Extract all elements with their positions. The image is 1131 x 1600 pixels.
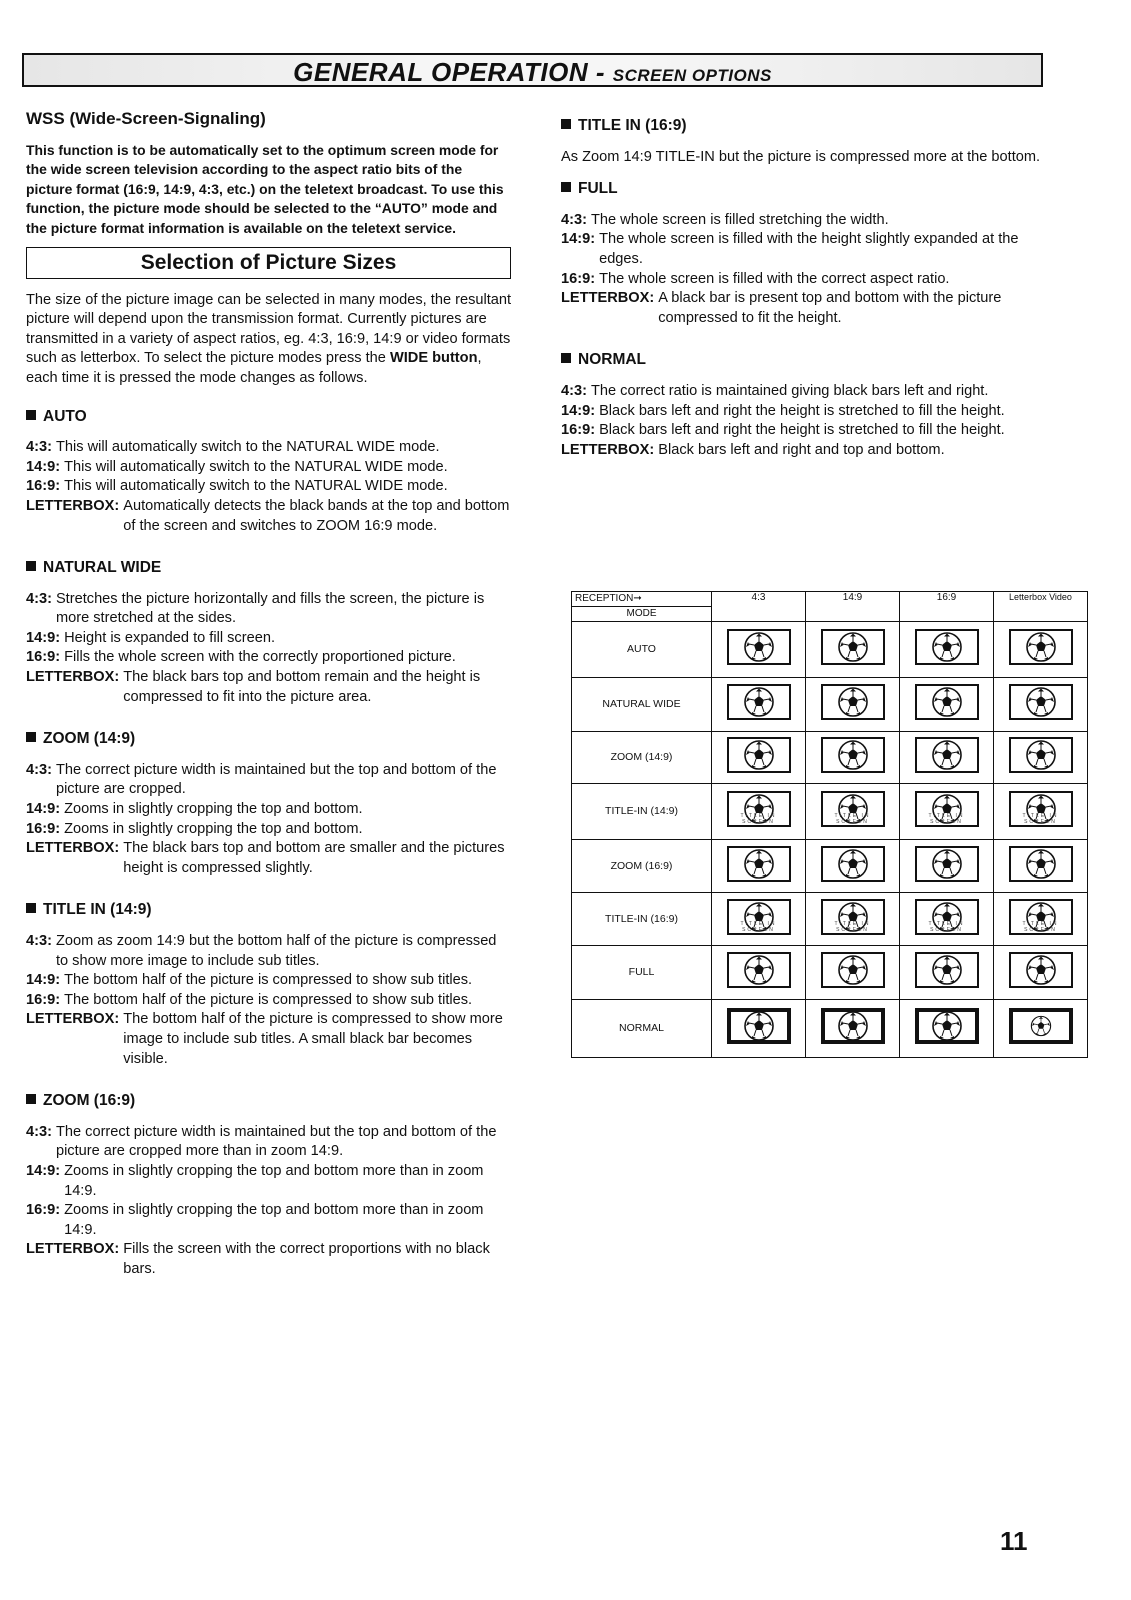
football-icon (1025, 848, 1057, 880)
header-title-text: GENERAL OPERATION (293, 57, 589, 87)
format-entry (26, 932, 512, 971)
format-entry (26, 971, 512, 991)
tv-screen-icon (1009, 629, 1073, 665)
section-title: NATURAL WIDE (43, 559, 162, 577)
format-description: Zooms in slightly cropping the top and bottom more than in zoom 14:9. (64, 1202, 484, 1238)
picture-cell (994, 784, 1088, 840)
picture-cell (806, 732, 900, 784)
format-entry (26, 1240, 512, 1279)
format-description: The bottom half of the picture is compressed to show more image to include sub titles. A small black bar becomes visible. (123, 1011, 503, 1067)
column-header: 16:9 (900, 592, 994, 622)
picture-cell (900, 946, 994, 1000)
tv-screen-icon (727, 629, 791, 665)
header-separator: - (595, 57, 606, 87)
picture-cell (994, 840, 1088, 893)
table-row (572, 678, 1088, 732)
picture-cell (806, 946, 900, 1000)
format-key: LETTERBOX: (561, 441, 655, 458)
tv-screen-icon (1009, 899, 1073, 935)
format-key: 16:9: (26, 991, 61, 1008)
section-title: ZOOM (14:9) (43, 730, 136, 748)
page-number: 11 (1000, 1526, 1028, 1556)
column-header: 4:3 (712, 592, 806, 622)
subtitle-caption: TITLE IN SCREEN (834, 813, 871, 825)
picture-cell (994, 732, 1088, 784)
mode-name: TITLE-IN (14:9) (572, 784, 712, 840)
format-key: 14:9: (26, 458, 61, 475)
section-heading (26, 729, 512, 749)
format-key: LETTERBOX: (26, 1241, 120, 1258)
football-icon (1025, 954, 1057, 986)
bullet-icon (561, 119, 571, 129)
subtitle-caption: TITLE IN SCREEN (928, 920, 965, 933)
format-description: The correct picture width is maintained but the top and bottom of the picture are cropped more than in zoom 14:9. (55, 1123, 497, 1160)
section-normal (561, 350, 1041, 472)
format-description: Stretches the picture horizontally and fills the screen, the picture is more stretched at the sides. (55, 590, 485, 627)
football-icon (931, 686, 963, 718)
format-key: LETTERBOX: (26, 497, 120, 514)
section-zoom-14-9 (26, 729, 512, 890)
football-icon (1025, 631, 1057, 663)
tv-screen-icon (915, 952, 979, 988)
picture-cell (900, 784, 994, 840)
mode-name: NATURAL WIDE (572, 678, 712, 732)
format-key: 14:9: (26, 972, 61, 989)
football-icon (837, 686, 869, 718)
table-corner-cell (572, 592, 712, 622)
tv-screen-icon (821, 629, 885, 665)
section-auto (26, 407, 512, 549)
format-entry (561, 211, 1041, 231)
mode-name: FULL (572, 946, 712, 1000)
format-key: 4:3: (26, 590, 52, 607)
tv-screen-icon (1009, 1008, 1073, 1044)
football-icon (837, 1010, 869, 1042)
format-entry (26, 477, 512, 497)
format-entry (26, 458, 512, 478)
football-icon (931, 954, 963, 986)
tv-screen-icon (821, 1008, 885, 1044)
format-description: Zoom as zoom 14:9 but the bottom half of the picture is compressed to show more image to include sub titles. (55, 933, 497, 969)
format-key: 14:9: (26, 801, 61, 818)
tv-screen-icon (727, 1008, 791, 1044)
format-entry (26, 1010, 512, 1069)
format-key: 4:3: (26, 439, 52, 456)
format-description: Black bars left and right the height is stretched to fill the height. (599, 422, 1005, 439)
header-bar (22, 53, 1043, 87)
tv-screen-icon (821, 791, 885, 827)
format-key: LETTERBOX: (561, 290, 655, 307)
format-key: 14:9: (561, 402, 596, 419)
table-row (572, 893, 1088, 946)
format-entry (26, 497, 512, 536)
football-icon (1030, 1015, 1052, 1037)
picture-cell (900, 840, 994, 893)
format-description: Zooms in slightly cropping the top and bottom. (64, 801, 363, 818)
tv-screen-icon (821, 952, 885, 988)
section-title: TITLE IN (16:9) (578, 117, 687, 134)
section-heading (26, 558, 512, 578)
section-zoom-16-9 (26, 1091, 512, 1291)
format-description: The bottom half of the picture is compressed to show sub titles. (64, 972, 473, 989)
format-entry (26, 839, 512, 878)
section-title: ZOOM (16:9) (43, 1092, 136, 1110)
format-key: 14:9: (561, 231, 596, 248)
tv-screen-icon (727, 737, 791, 773)
section-heading (26, 407, 512, 427)
tv-screen-icon (821, 899, 885, 935)
bullet-icon (26, 903, 36, 913)
picture-cell (712, 732, 806, 784)
selection-heading-box (26, 247, 511, 279)
format-entry (26, 1162, 512, 1201)
picture-cell (712, 1000, 806, 1058)
picture-cell (712, 946, 806, 1000)
subtitle-caption: TITLE IN SCREEN (740, 920, 777, 933)
format-description: This will automatically switch to the NATURAL WIDE mode. (64, 478, 448, 495)
bullet-icon (26, 732, 36, 742)
format-key: 16:9: (561, 422, 596, 439)
mode-name: NORMAL (572, 1000, 712, 1058)
format-description: The correct ratio is maintained giving black bars left and right. (590, 382, 989, 399)
tv-screen-icon (727, 791, 791, 827)
tv-screen-icon (821, 737, 885, 773)
selection-heading: Selection of Picture Sizes (140, 250, 397, 274)
format-description: The whole screen is filled with the correct aspect ratio. (599, 270, 950, 287)
tv-screen-icon (915, 684, 979, 720)
picture-cell (712, 784, 806, 840)
football-icon (837, 631, 869, 663)
format-entry (26, 991, 512, 1011)
page-title (24, 57, 1041, 88)
format-entry (26, 761, 512, 800)
tv-screen-icon (727, 846, 791, 882)
picture-cell (900, 732, 994, 784)
table-row (572, 732, 1088, 784)
football-icon (931, 1010, 963, 1042)
format-entry (26, 648, 512, 668)
format-entry (561, 289, 1041, 328)
picture-cell (900, 622, 994, 678)
picture-cell (900, 678, 994, 732)
football-icon (743, 686, 775, 718)
reception-label: RECEPTION➞ (572, 592, 711, 607)
bullet-icon (26, 561, 36, 571)
column-header: Letterbox Video (994, 592, 1088, 622)
tv-screen-icon (1009, 846, 1073, 882)
subtitle-caption: TITLE IN SCREEN (740, 813, 777, 825)
format-entry (561, 441, 1041, 461)
section-heading (561, 350, 1041, 370)
format-entry (561, 402, 1041, 422)
format-description: Zooms in slightly cropping the top and bottom. (64, 820, 363, 837)
tv-screen-icon (1009, 684, 1073, 720)
section-title-in-16-9 (561, 116, 1041, 167)
bullet-icon (561, 182, 571, 192)
table-row (572, 1000, 1088, 1058)
left-column (26, 109, 512, 1292)
left-sections (26, 407, 512, 1292)
tv-screen-icon (821, 846, 885, 882)
section-heading (26, 1091, 512, 1111)
tv-screen-icon (1009, 952, 1073, 988)
football-icon (837, 954, 869, 986)
format-key: LETTERBOX: (26, 669, 120, 686)
format-entry (561, 230, 1041, 269)
format-key: 14:9: (26, 629, 61, 646)
bullet-icon (26, 410, 36, 420)
format-description: The black bars top and bottom are smaller and the pictures height is compressed slightly. (123, 840, 505, 876)
format-key: 4:3: (26, 1123, 52, 1140)
bullet-icon (26, 1094, 36, 1104)
format-entry (561, 421, 1041, 441)
format-key: 4:3: (561, 382, 587, 399)
football-icon (931, 739, 963, 771)
table-row (572, 622, 1088, 678)
picture-cell (712, 893, 806, 946)
intro-text: The size of the picture image can be selected in many modes, the resultant picture will depend upon the transmission format. Currently pictures are transmitted in a variety of aspect ratios, eg. 4:3, 16:9, 14:9 or video formats such as letterbox. To select the picture modes press the (26, 291, 512, 367)
football-icon (743, 739, 775, 771)
format-key: 4:3: (561, 211, 587, 228)
tv-screen-icon (915, 846, 979, 882)
format-description: Height is expanded to fill screen. (64, 629, 275, 646)
picture-cell (900, 893, 994, 946)
format-entry (26, 629, 512, 649)
tv-screen-icon (821, 684, 885, 720)
football-icon (743, 848, 775, 880)
format-description: This will automatically switch to the NATURAL WIDE mode. (64, 458, 448, 475)
table-row (572, 946, 1088, 1000)
mode-label: MODE (626, 608, 657, 619)
selection-intro (26, 291, 512, 389)
subtitle-caption: TITLE IN SCREEN (1022, 920, 1059, 933)
format-entry (26, 820, 512, 840)
picture-cell (806, 622, 900, 678)
football-icon (837, 739, 869, 771)
section-title-in-14-9 (26, 900, 512, 1081)
tv-screen-icon (1009, 791, 1073, 827)
format-entry (561, 382, 1041, 402)
format-description: The black bars top and bottom remain and the height is compressed to fit into the picture area. (123, 669, 481, 705)
football-icon (1025, 686, 1057, 718)
format-entry (26, 668, 512, 707)
format-description: Automatically detects the black bands at the top and bottom of the screen and switches to ZOOM 16:9 mode. (123, 497, 510, 534)
mode-name: TITLE-IN (16:9) (572, 893, 712, 946)
football-icon (743, 631, 775, 663)
format-description: Black bars left and right and top and bottom. (658, 441, 945, 458)
section-heading (561, 179, 1041, 199)
tv-screen-icon (727, 899, 791, 935)
format-entry (26, 800, 512, 820)
format-entry (26, 438, 512, 458)
tv-screen-icon (727, 952, 791, 988)
subtitle-caption: TITLE IN SCREEN (1022, 813, 1059, 825)
format-key: 16:9: (26, 478, 61, 495)
tv-screen-icon (915, 1008, 979, 1044)
picture-cell (994, 1000, 1088, 1058)
format-description: This will automatically switch to the NATURAL WIDE mode. (55, 439, 440, 456)
table-row (572, 840, 1088, 893)
format-key: 4:3: (26, 761, 52, 778)
format-key: 16:9: (26, 1202, 61, 1219)
picture-cell (994, 622, 1088, 678)
format-entry (26, 1201, 512, 1240)
format-description: Fills the screen with the correct proportions with no black bars. (123, 1241, 490, 1277)
format-description: The whole screen is filled stretching the width. (590, 211, 889, 228)
right-sections (561, 116, 1041, 472)
football-icon (1025, 739, 1057, 771)
picture-cell (712, 622, 806, 678)
tv-screen-icon (915, 629, 979, 665)
format-key: LETTERBOX: (26, 840, 120, 857)
section-heading (561, 116, 1041, 136)
mode-name: ZOOM (14:9) (572, 732, 712, 784)
section-natural-wide (26, 558, 512, 719)
section-title: FULL (578, 180, 618, 198)
intro-wide-button: WIDE button (389, 350, 478, 367)
format-key: 14:9: (26, 1162, 61, 1179)
mode-name: ZOOM (16:9) (572, 840, 712, 893)
format-entry (26, 590, 512, 629)
subtitle-caption: TITLE IN SCREEN (928, 813, 965, 825)
wss-heading: WSS (Wide-Screen-Signaling) (26, 109, 266, 128)
section-title: AUTO (43, 407, 87, 425)
picture-cell (806, 893, 900, 946)
picture-cell (806, 678, 900, 732)
football-icon (931, 631, 963, 663)
picture-cell (806, 840, 900, 893)
format-key: 16:9: (561, 270, 596, 287)
tv-screen-icon (915, 791, 979, 827)
picture-cell (994, 893, 1088, 946)
column-header: 14:9 (806, 592, 900, 622)
format-key: 16:9: (26, 820, 61, 837)
format-description: Zooms in slightly cropping the top and bottom more than in zoom 14:9. (64, 1162, 484, 1199)
right-column (561, 106, 1041, 472)
section-text: As Zoom 14:9 TITLE-IN but the picture is compressed more at the bottom. (561, 148, 1041, 165)
section-title: TITLE IN (14:9) (43, 901, 152, 919)
format-key: LETTERBOX: (26, 1011, 120, 1028)
format-key: 4:3: (26, 933, 52, 949)
tv-screen-icon (727, 684, 791, 720)
picture-cell (900, 1000, 994, 1058)
tv-screen-icon (915, 737, 979, 773)
subtitle-caption: TITLE IN SCREEN (834, 920, 871, 933)
football-icon (743, 1010, 775, 1042)
picture-size-table (571, 591, 1088, 1058)
format-entry (561, 270, 1041, 290)
football-icon (743, 954, 775, 986)
picture-cell (994, 946, 1088, 1000)
header-subtitle: SCREEN OPTIONS (612, 66, 772, 85)
format-key: 16:9: (26, 649, 61, 666)
picture-cell (712, 840, 806, 893)
intro-text-end: , each time it is pressed the mode changes as follows. (26, 350, 482, 386)
section-title: NORMAL (578, 351, 647, 369)
format-description: The correct picture width is maintained but the top and bottom of the picture are cropped. (55, 761, 497, 798)
football-icon (931, 848, 963, 880)
section-full (561, 179, 1041, 340)
picture-cell (994, 678, 1088, 732)
tv-screen-icon (915, 899, 979, 935)
format-description: Black bars left and right the height is stretched to fill the height. (599, 402, 1005, 419)
picture-cell (806, 1000, 900, 1058)
wss-body: This function is to be automatically set to the optimum screen mode for the wide screen television according to the aspect ratio bits of the picture format (16:9, 14:9, 4:3, etc.) on the teletext broadcast. To use this function, the picture mode should be selected to the “AUTO” mode and the picture format information is available on the teletext service. (26, 141, 504, 236)
table-row (572, 784, 1088, 840)
format-entry (26, 1123, 512, 1162)
bullet-icon (561, 353, 571, 363)
format-description: The bottom half of the picture is compressed to show sub titles. (64, 991, 473, 1008)
section-heading (26, 900, 512, 920)
mode-name: AUTO (572, 622, 712, 678)
format-description: The whole screen is filled with the height slightly expanded at the edges. (599, 231, 1019, 267)
tv-screen-icon (1009, 737, 1073, 773)
format-description: A black bar is present top and bottom with the picture compressed to fit the height. (658, 290, 1002, 326)
football-icon (837, 848, 869, 880)
picture-cell (806, 784, 900, 840)
format-description: Fills the whole screen with the correctly proportioned picture. (64, 649, 456, 666)
picture-cell (712, 678, 806, 732)
